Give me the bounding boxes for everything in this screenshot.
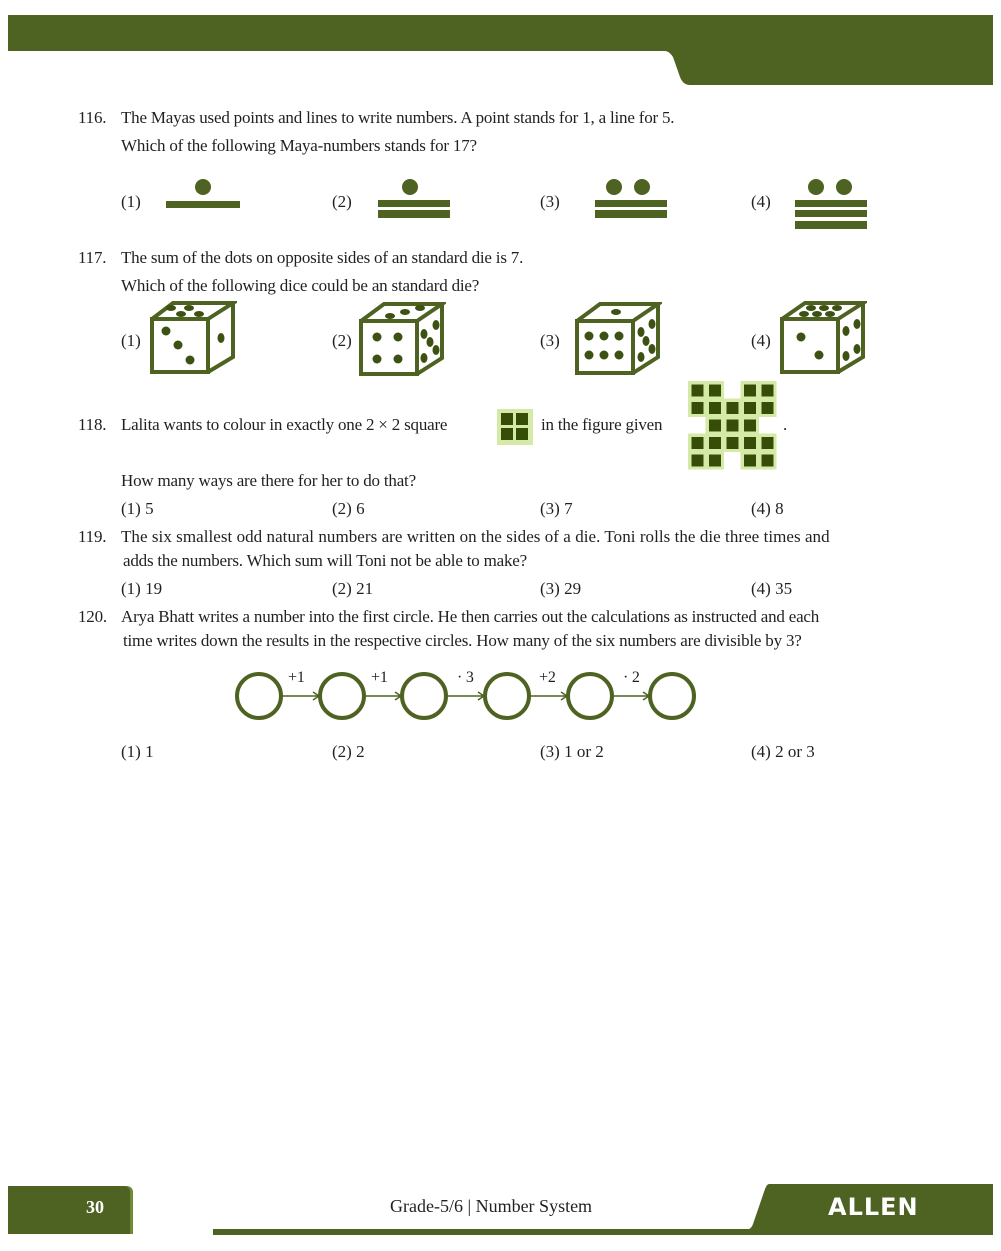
q120-option-1[interactable]: (1) 1 [121, 742, 154, 761]
question-116-text-line2: Which of the following Maya-numbers stands for 17? [121, 136, 477, 155]
die-front2-top6-side4-icon [779, 300, 867, 376]
page-number: 30 [86, 1197, 104, 1217]
maya-number-dot1-bar2-icon [378, 178, 452, 222]
q120-option-2[interactable]: (2) 2 [332, 742, 365, 761]
chain-op-3: · 3 [457, 669, 474, 686]
header-tab [665, 15, 993, 85]
q116-option-2-label[interactable]: (2) [332, 192, 352, 211]
chain-op-2: +1 [371, 669, 388, 686]
q120-option-3[interactable]: (3) 1 or 2 [540, 742, 604, 761]
q120-option-4[interactable]: (4) 2 or 3 [751, 742, 815, 761]
q116-option-3-label[interactable]: (3) [540, 192, 560, 211]
q118-option-1[interactable]: (1) 5 [121, 499, 154, 518]
page-number-badge [8, 1186, 130, 1234]
question-120-text-line1: Arya Bhatt writes a number into the first circle. He then carries out the calculations as instructed and each [121, 607, 820, 626]
question-118-text-part1: Lalita wants to colour in exactly one 2 × 2 square [121, 415, 448, 434]
chain-op-4: +2 [539, 669, 556, 686]
grid-figure-icon [688, 381, 780, 473]
question-117-text-line1: The sum of the dots on opposite sides of an standard die is 7. [121, 248, 524, 267]
allen-logo: ALLEN [828, 1193, 919, 1221]
die-front3-top4-side1-icon [149, 300, 237, 376]
q117-option-4-label[interactable]: (4) [751, 331, 771, 350]
maya-number-dot1-bar1-icon [166, 178, 241, 212]
footer-title: Grade-5/6 | Number System [390, 1196, 593, 1216]
question-120-number: 120. [78, 607, 107, 626]
question-119-text-line1: The six smallest odd natural numbers are written on the sides of a die. Toni rolls the die three times and [121, 527, 830, 546]
question-118-number: 118. [78, 415, 107, 434]
q116-option-1-label[interactable]: (1) [121, 192, 141, 211]
chain-op-5: · 2 [623, 669, 640, 686]
two-by-two-square-icon [497, 409, 533, 445]
question-119-text-line2: adds the numbers. Which sum will Toni not be able to make? [123, 551, 527, 570]
maya-number-dot2-bar3-icon [795, 178, 869, 232]
q118-option-4[interactable]: (4) 8 [751, 499, 784, 518]
question-116-number: 116. [78, 108, 107, 127]
q118-option-2[interactable]: (2) 6 [332, 499, 365, 518]
q119-option-3[interactable]: (3) 29 [540, 579, 582, 598]
question-118-text-end: . [783, 415, 788, 434]
q117-option-3-label[interactable]: (3) [540, 331, 560, 350]
question-118-text-line2: How many ways are there for her to do that? [121, 471, 416, 490]
q119-option-2[interactable]: (2) 21 [332, 579, 374, 598]
maya-number-dot2-bar2-icon [595, 178, 669, 222]
question-120-text-line2: time writes down the results in the respective circles. How many of the six numbers are divisible by 3? [123, 631, 802, 650]
question-117-number: 117. [78, 248, 107, 267]
die-front6-top1-side5-icon [574, 300, 662, 377]
question-119-number: 119. [78, 527, 107, 546]
chain-op-1: +1 [288, 669, 305, 686]
q118-option-3[interactable]: (3) 7 [540, 499, 573, 518]
q119-option-4[interactable]: (4) 35 [751, 579, 793, 598]
q119-option-1[interactable]: (1) 19 [121, 579, 163, 598]
q117-option-2-label[interactable]: (2) [332, 331, 352, 350]
q116-option-4-label[interactable]: (4) [751, 192, 771, 211]
question-116-text-line1: The Mayas used points and lines to write numbers. A point stands for 1, a line for 5. [121, 108, 675, 127]
q117-option-1-label[interactable]: (1) [121, 331, 141, 350]
question-118-text-part2: in the figure given [541, 415, 663, 434]
die-front4-top3-side5-icon [358, 300, 446, 377]
question-117-text-line2: Which of the following dice could be an standard die? [121, 276, 480, 295]
